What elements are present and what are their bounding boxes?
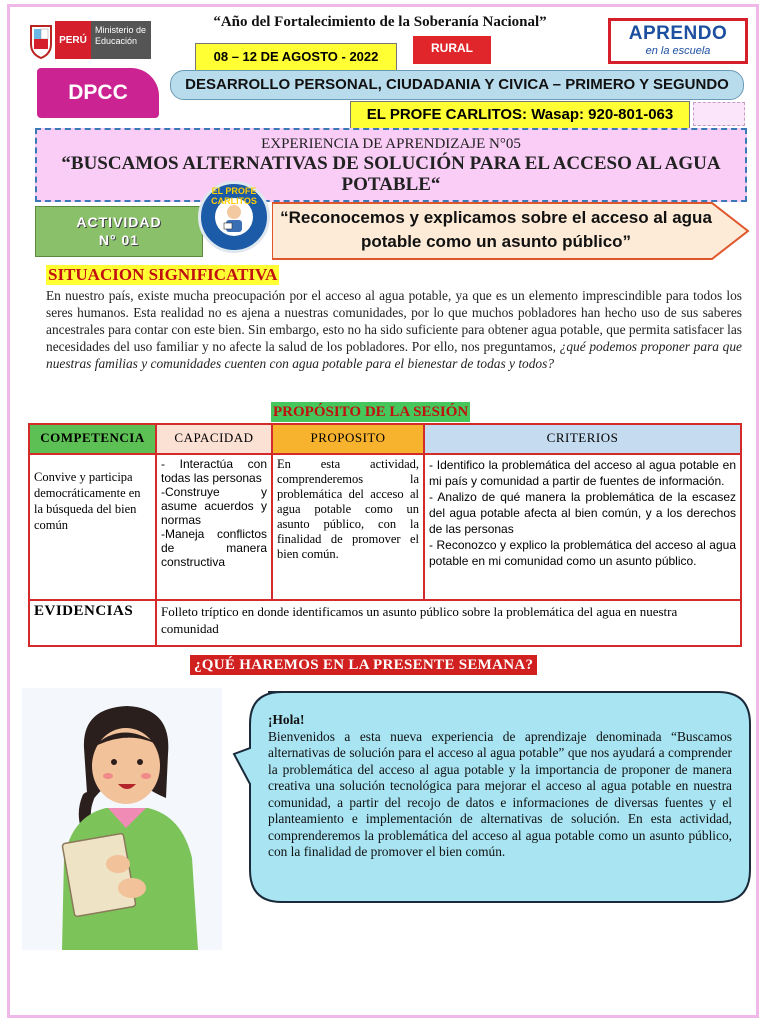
aprendo-logo bbox=[608, 18, 748, 64]
criterio-item: - Reconozco y explico la problemática del acceso al agua potable en mi comunidad como un asunto público. bbox=[429, 538, 736, 568]
evidencias-label: EVIDENCIAS bbox=[29, 600, 156, 646]
header-capacidad: CAPACIDAD bbox=[156, 424, 272, 454]
purpose-table bbox=[28, 423, 742, 647]
course-title: DESARROLLO PERSONAL, CIUDADANIA Y CIVICA – PRIMERO Y SEGUNDO bbox=[170, 70, 744, 100]
capacidad-item: -Maneja conflictos de manera constructiva bbox=[161, 527, 267, 569]
student-girl-illustration bbox=[22, 688, 222, 950]
criterio-item: - Analizo de qué manera la problemática de la escasez del agua potable afecta al bien común, y a los derechos de las personas bbox=[429, 490, 736, 536]
week-heading: ¿QUÉ HAREMOS EN LA PRESENTE SEMANA? bbox=[190, 655, 537, 675]
bubble-body: Bienvenidos a esta nueva experiencia de aprendizaje denominada “Buscamos alternativas de solución para el acceso al agua potable” que nos ayudará a comprender la problemática del acceso al agua potable y la importancia de proponer de manera creativa una solución tecnológica para mejorar el acceso al agua potable en nuestra comunidad, a partir del recojo de datos e informaciones de diversas fuentes y el planteamiento e implementación de alternativas de solución. En esta actividad, comprenderemos la problemática del acceso al agua potable como un asunto público, con la finalidad de promover el bien común. bbox=[268, 728, 732, 859]
experience-title: “BUSCAMOS ALTERNATIVAS DE SOLUCIÓN PARA EL ACCESO AL AGUA POTABLE“ bbox=[61, 153, 721, 195]
activity-label bbox=[35, 206, 203, 257]
activity-label-line1: ACTIVIDAD bbox=[76, 214, 162, 230]
dates-badge: 08 – 12 DE AGOSTO - 2022 bbox=[195, 43, 397, 71]
situation-body: En nuestro país, existe mucha preocupación por el acceso al agua potable, ya que es un elemento imprescindible para todos los seres humanos. Esta realidad no es ajena a nuestras comunidades, por lo que muchos pobladores han hecho uso de sus saberes ancestrales para contar con este bien. Sin embargo, esto no ha sido suficiente para obtener agua potable, que permita satisfacer las necesidades del uso familiar y no afecte la salud de los pobladores. Por ello, nos preguntamos, bbox=[46, 288, 742, 354]
header-criterios: CRITERIOS bbox=[424, 424, 741, 454]
header-competencia: COMPETENCIA bbox=[29, 424, 156, 454]
situation-heading: SITUACION SIGNIFICATIVA bbox=[48, 265, 278, 284]
experience-box bbox=[35, 128, 747, 202]
ministry-logo bbox=[27, 17, 152, 63]
activity-title: “Reconocemos y explicamos sobre el acceso al agua potable como un asunto público” bbox=[280, 208, 712, 251]
cell-competencia: Convive y participa democráticamente en la búsqueda del bien común bbox=[29, 454, 156, 600]
profe-badge-text: EL PROFE CARLITOS bbox=[211, 186, 257, 206]
subject-tag: DPCC bbox=[37, 68, 159, 118]
decorative-box bbox=[693, 102, 745, 126]
ministry-brand: PERÚ bbox=[55, 21, 91, 59]
bubble-greeting: ¡Hola! bbox=[268, 712, 305, 727]
capacidad-item: -Construye y asume acuerdos y normas bbox=[161, 485, 267, 527]
zone-badge bbox=[413, 36, 491, 64]
purpose-heading: PROPÓSITO DE LA SESIÓN bbox=[273, 404, 469, 420]
activity-label-line2: N° 01 bbox=[98, 232, 140, 248]
criterio-item: - Identifico la problemática del acceso al agua potable en mi país y comunidad a partir de fuentes de información. bbox=[429, 458, 736, 488]
experience-number: EXPERIENCIA DE APRENDIZAJE N°05 bbox=[261, 136, 521, 152]
cell-proposito: En esta actividad, comprenderemos la problemática del acceso al agua potable como un asunto público, con la finalidad de promover el bien común. bbox=[272, 454, 424, 600]
situation-text bbox=[46, 287, 742, 372]
zone-label: RURAL bbox=[431, 41, 473, 55]
cell-capacidad bbox=[156, 454, 272, 600]
ministry-name: Ministerio de Educación bbox=[91, 21, 151, 59]
situation-question: ¿qué podemos proponer para que nuestras familias y comunidades cuenten con agua potable para el bienestar de todas y todos? bbox=[46, 339, 742, 371]
capacidad-item: - Interactúa con todas las personas bbox=[161, 457, 267, 485]
bubble-message bbox=[268, 712, 732, 861]
table-header-row bbox=[29, 424, 741, 454]
evidencias-text: Folleto tríptico en donde identificamos un asunto público sobre la problemática del agua en nuestra comunidad bbox=[156, 600, 741, 646]
teacher-contact: EL PROFE CARLITOS: Wasap: 920-801-063 bbox=[350, 101, 690, 129]
cell-criterios bbox=[424, 454, 741, 600]
aprendo-title: APRENDO bbox=[628, 23, 728, 44]
year-motto: “Año del Fortalecimiento de la Soberanía Nacional” bbox=[213, 14, 547, 30]
aprendo-subtitle: en la escuela bbox=[645, 45, 711, 57]
table-row bbox=[29, 454, 741, 600]
header-proposito: PROPOSITO bbox=[272, 424, 424, 454]
peru-shield-icon bbox=[27, 20, 55, 60]
table-row-evidencias bbox=[29, 600, 741, 646]
